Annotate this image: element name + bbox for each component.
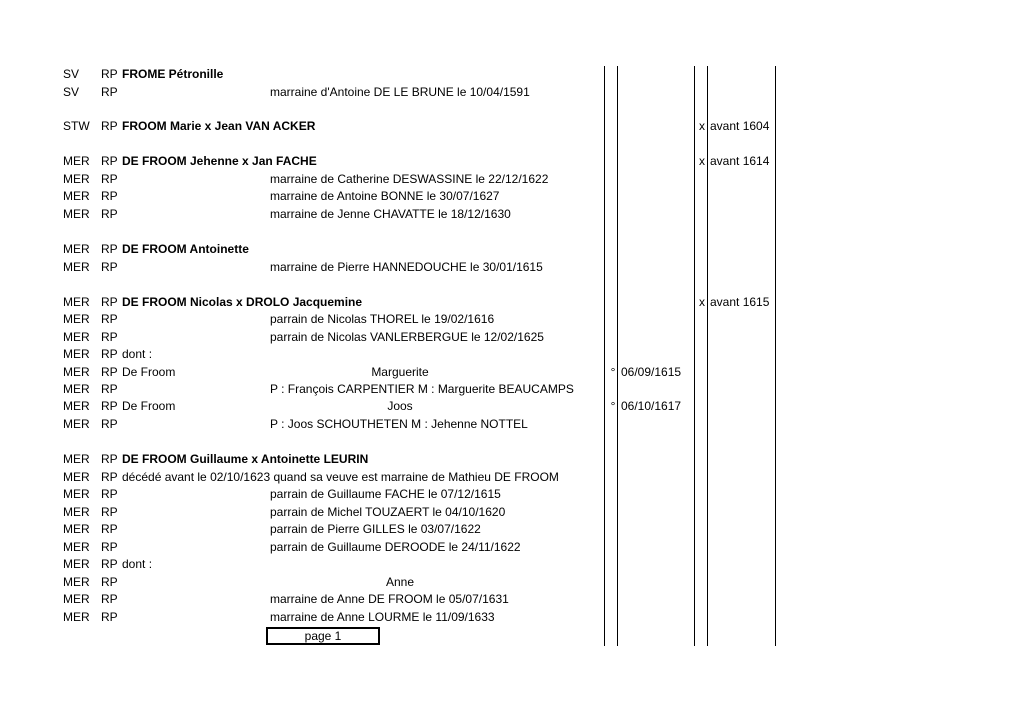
record-row (0, 539, 1024, 556)
cell-rp: RP (101, 119, 118, 133)
cell-rp: RP (101, 575, 118, 589)
cell-code: MER (63, 312, 90, 326)
cell-sym2: x (699, 154, 705, 168)
cell-code: MER (63, 382, 90, 396)
cell-code: MER (63, 295, 90, 309)
cell-sym1: ° (610, 365, 616, 379)
record-row (0, 364, 1024, 381)
cell-code: MER (63, 540, 90, 554)
record-row (0, 521, 1024, 538)
cell-name: De Froom (122, 365, 176, 379)
record-row (0, 556, 1024, 573)
cell-code: MER (63, 452, 90, 466)
cell-name: FROME Pétronille (122, 67, 224, 81)
record-row (0, 451, 1024, 468)
cell-desc: marraine de Pierre HANNEDOUCHE le 30/01/1615 (270, 260, 543, 274)
page-label: page 1 (266, 627, 380, 645)
cell-rp: RP (101, 522, 118, 536)
cell-desc: marraine d'Antoine DE LE BRUNE le 10/04/1591 (270, 85, 530, 99)
cell-rp: RP (101, 417, 118, 431)
cell-rp: RP (101, 67, 118, 81)
cell-rp: RP (101, 207, 118, 221)
record-row (0, 206, 1024, 223)
cell-rp: RP (101, 505, 118, 519)
cell-desc: parrain de Nicolas THOREL le 19/02/1616 (270, 312, 495, 326)
cell-center: Marguerite (371, 365, 429, 379)
cell-name: dont : (122, 347, 153, 361)
record-row (0, 469, 1024, 486)
cell-date2: avant 1604 (710, 119, 770, 133)
cell-rp: RP (101, 610, 118, 624)
cell-name: De Froom (122, 399, 176, 413)
record-row (0, 381, 1024, 398)
cell-rp: RP (101, 330, 118, 344)
cell-rp: RP (101, 172, 118, 186)
cell-rp: RP (101, 557, 118, 571)
cell-code: MER (63, 154, 90, 168)
cell-rp: RP (101, 540, 118, 554)
cell-center: Joos (387, 399, 413, 413)
cell-desc: parrain de Nicolas VANLERBERGUE le 12/02/1625 (270, 330, 544, 344)
cell-rp: RP (101, 347, 118, 361)
cell-rp: RP (101, 242, 118, 256)
cell-code: MER (63, 330, 90, 344)
record-row (0, 118, 1024, 135)
cell-center: Anne (385, 575, 415, 589)
cell-code: MER (63, 487, 90, 501)
cell-code: MER (63, 557, 90, 571)
cell-code: MER (63, 417, 90, 431)
cell-date2: avant 1614 (710, 154, 770, 168)
cell-code: MER (63, 610, 90, 624)
record-row (0, 259, 1024, 276)
cell-rp: RP (101, 189, 118, 203)
record-row (0, 188, 1024, 205)
cell-rp: RP (101, 382, 118, 396)
cell-code: MER (63, 347, 90, 361)
cell-desc: parrain de Guillaume DEROODE le 24/11/1622 (270, 540, 521, 554)
cell-desc: marraine de Catherine DESWASSINE le 22/12/1622 (270, 172, 549, 186)
cell-rp: RP (101, 312, 118, 326)
cell-desc: marraine de Anne LOURME le 11/09/1633 (270, 610, 495, 624)
cell-name: dont : (122, 557, 153, 571)
record-row (0, 591, 1024, 608)
cell-rp: RP (101, 592, 118, 606)
cell-code: SV (63, 85, 80, 99)
cell-code: MER (63, 172, 90, 186)
cell-rp: RP (101, 470, 118, 484)
cell-rp: RP (101, 399, 118, 413)
cell-name: DE FROOM Guillaume x Antoinette LEURIN (122, 452, 369, 466)
record-row (0, 153, 1024, 170)
cell-name: DE FROOM Nicolas x DROLO Jacquemine (122, 295, 363, 309)
cell-desc: parrain de Guillaume FACHE le 07/12/1615 (270, 487, 501, 501)
record-row (0, 66, 1024, 83)
record-row (0, 241, 1024, 258)
cell-name: DE FROOM Antoinette (122, 242, 249, 256)
cell-desc: marraine de Antoine BONNE le 30/07/1627 (270, 189, 500, 203)
cell-name: FROOM Marie x Jean VAN ACKER (122, 119, 316, 133)
cell-code: MER (63, 399, 90, 413)
cell-code: MER (63, 207, 90, 221)
cell-desc: parrain de Pierre GILLES le 03/07/1622 (270, 522, 481, 536)
cell-desc: P : François CARPENTIER M : Marguerite BEAUCAMPS (270, 382, 574, 396)
record-row (0, 416, 1024, 433)
cell-code: MER (63, 189, 90, 203)
cell-desc: P : Joos SCHOUTHETEN M : Jehenne NOTTEL (270, 417, 528, 431)
cell-sym2: x (699, 119, 705, 133)
record-row (0, 294, 1024, 311)
record-row (0, 398, 1024, 415)
record-row (0, 346, 1024, 363)
cell-code: MER (63, 575, 90, 589)
cell-rp: RP (101, 487, 118, 501)
cell-date1: 06/10/1617 (621, 399, 682, 413)
cell-sym2: x (699, 295, 705, 309)
cell-code: MER (63, 365, 90, 379)
record-row (0, 329, 1024, 346)
record-row (0, 171, 1024, 188)
cell-rp: RP (101, 154, 118, 168)
cell-code: MER (63, 522, 90, 536)
record-row (0, 609, 1024, 626)
cell-rp: RP (101, 452, 118, 466)
cell-date1: 06/09/1615 (621, 365, 682, 379)
record-row (0, 84, 1024, 101)
cell-code: MER (63, 470, 90, 484)
cell-code: STW (63, 119, 90, 133)
record-row (0, 486, 1024, 503)
record-row (0, 311, 1024, 328)
cell-code: SV (63, 67, 80, 81)
cell-rp: RP (101, 365, 118, 379)
cell-name: décédé avant le 02/10/1623 quand sa veuve est marraine de Mathieu DE FROOM (122, 470, 559, 484)
record-row (0, 504, 1024, 521)
cell-desc: marraine de Jenne CHAVATTE le 18/12/1630 (270, 207, 511, 221)
cell-desc: parrain de Michel TOUZAERT le 04/10/1620 (270, 505, 506, 519)
cell-code: MER (63, 260, 90, 274)
cell-code: MER (63, 505, 90, 519)
cell-code: MER (63, 592, 90, 606)
cell-rp: RP (101, 85, 118, 99)
cell-name: DE FROOM Jehenne x Jan FACHE (122, 154, 317, 168)
cell-date2: avant 1615 (710, 295, 770, 309)
cell-code: MER (63, 242, 90, 256)
record-row (0, 574, 1024, 591)
cell-rp: RP (101, 260, 118, 274)
cell-sym1: ° (610, 399, 616, 413)
cell-rp: RP (101, 295, 118, 309)
cell-desc: marraine de Anne DE FROOM le 05/07/1631 (270, 592, 509, 606)
